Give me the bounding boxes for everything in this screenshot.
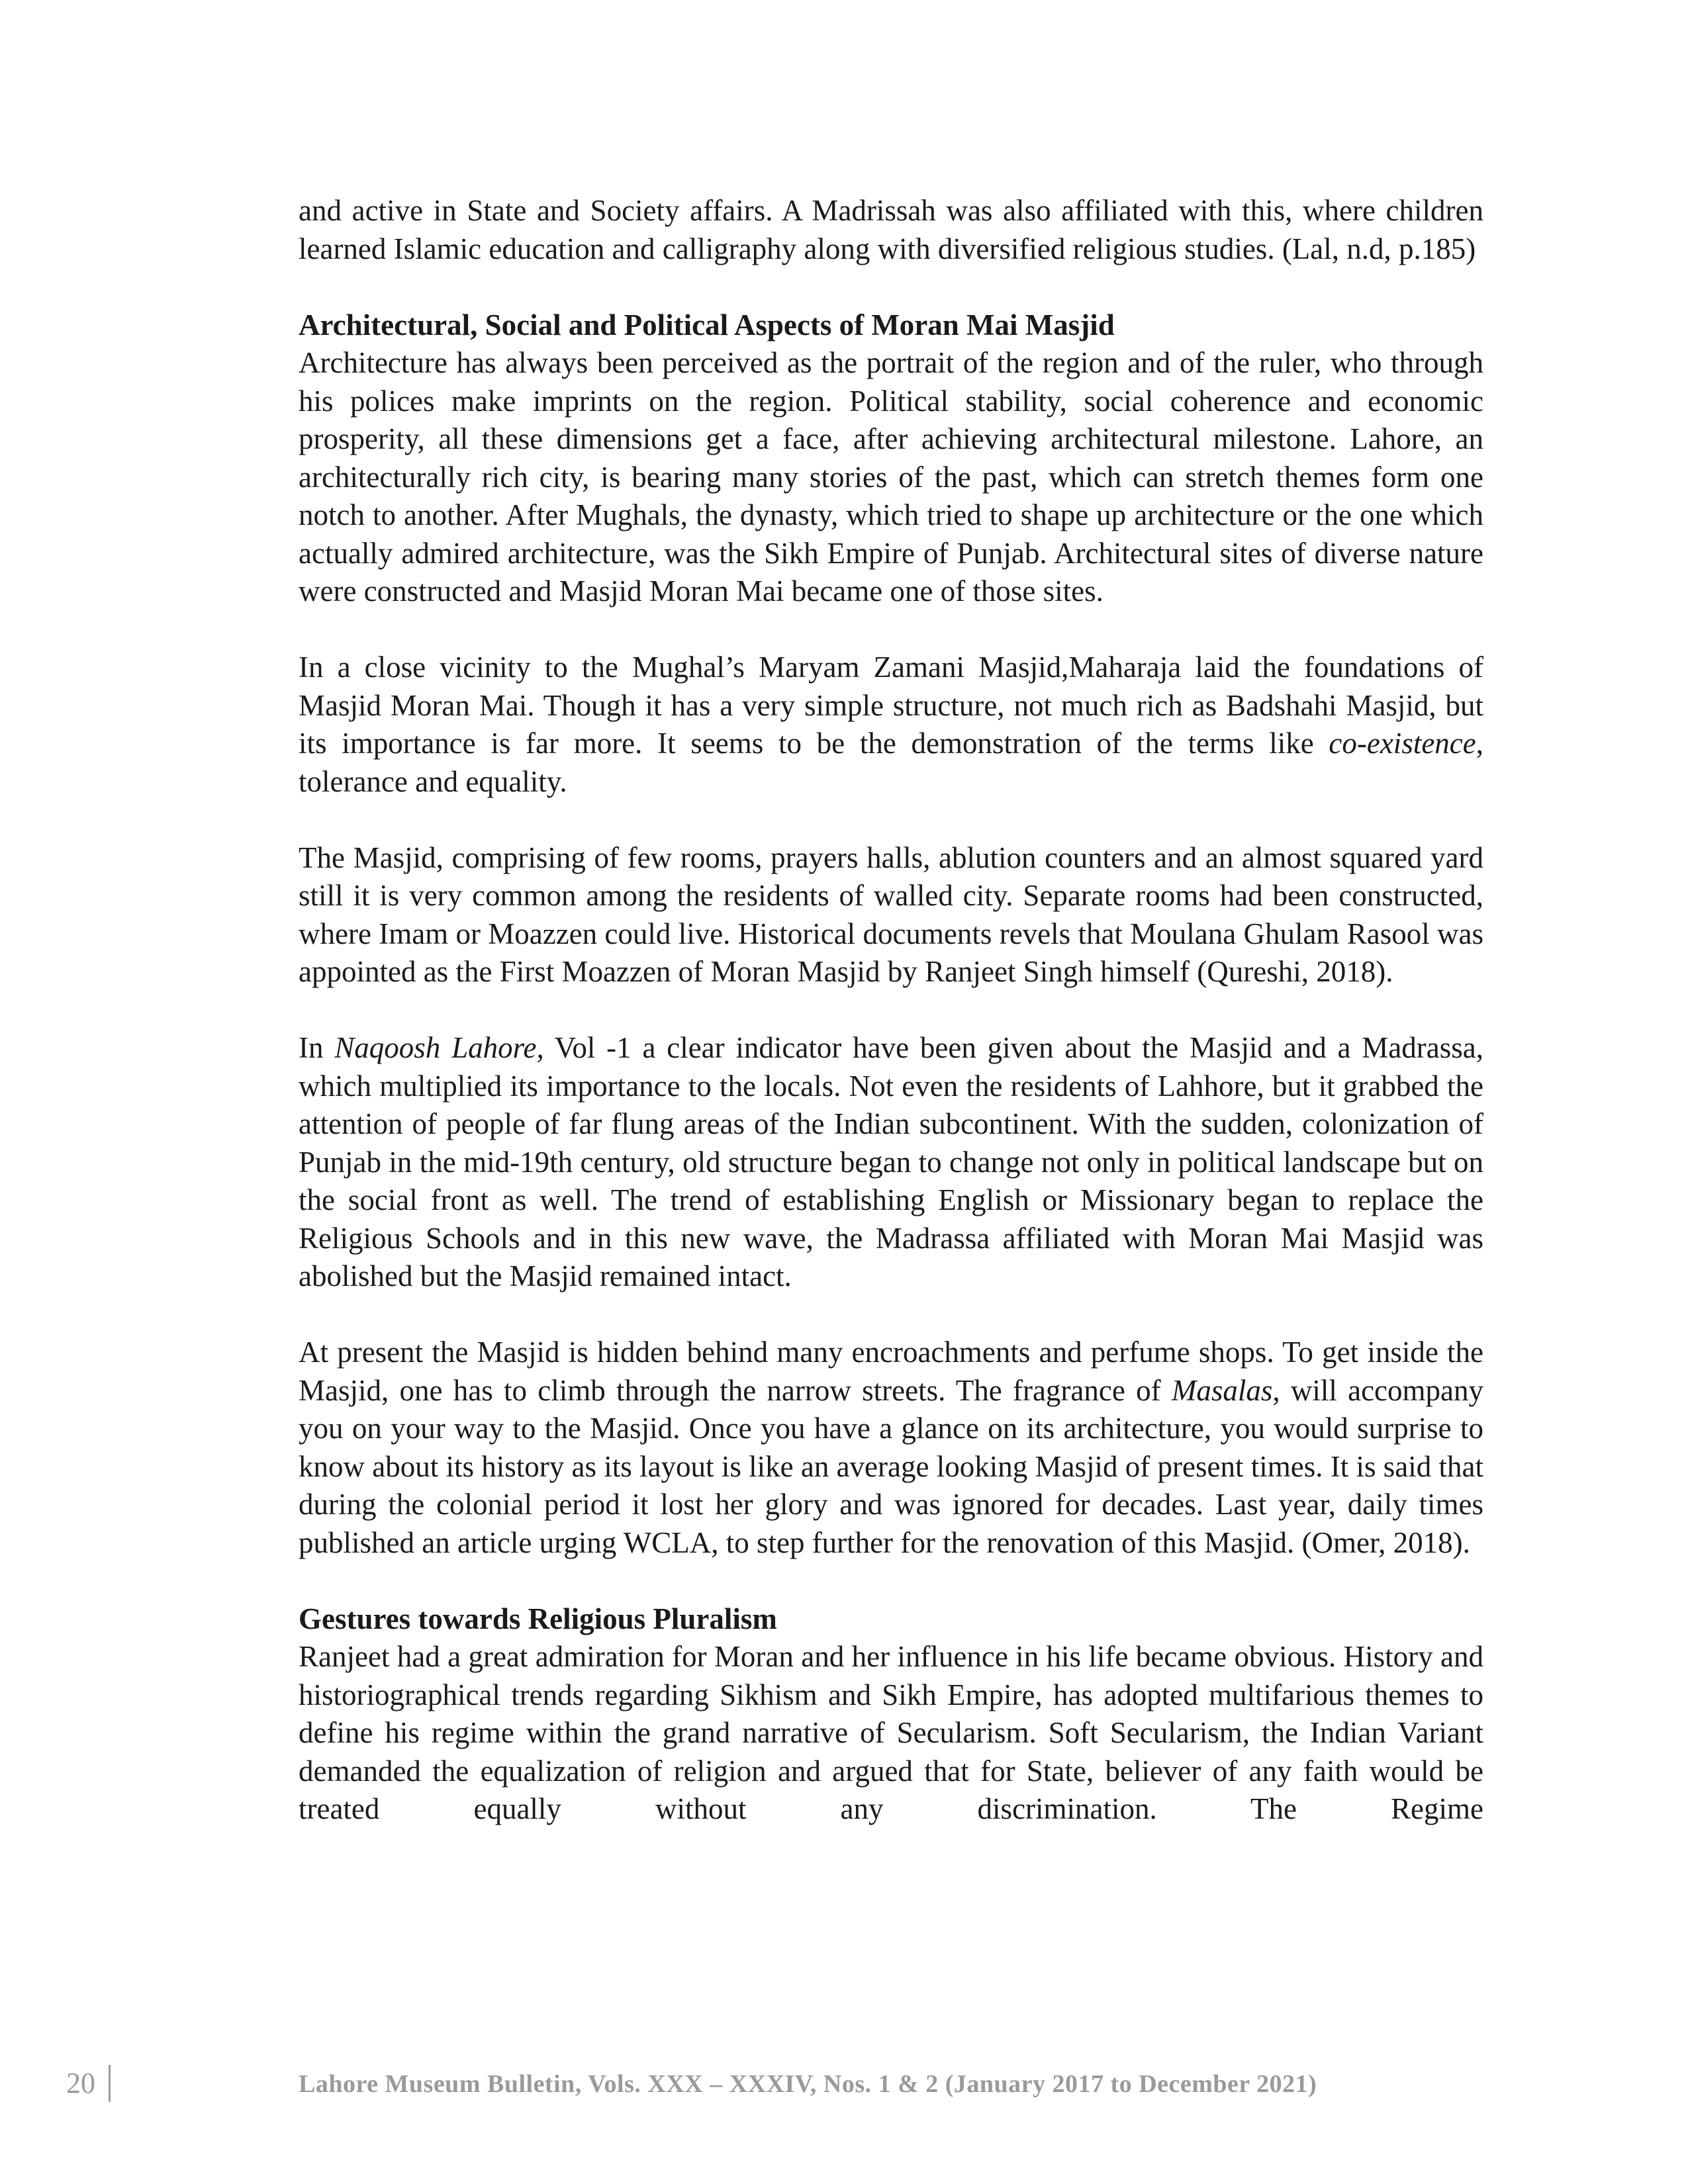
paragraph-secularism: Ranjeet had a great admiration for Moran and her influence in his life became obvious. History and historiographical trends regarding Sikhism and Sikh Empire, has adopted multifarious themes to define his regime within the grand narrative of Secularism. Soft Secularism, the Indian Variant demanded the equalization of religion and argued that for State, believer of any faith would be treated equally without any discrimination. The Regime: [299, 1640, 1483, 1825]
section-heading: Gestures towards Religious Pluralism: [299, 1602, 777, 1635]
paragraph-text: , tolerance and equality.: [299, 727, 1483, 798]
intro-paragraph: and active in State and Society affairs. A Madrissah was also affiliated with this, where children learned Islamic education and calligraphy along with diversified religious studies. (Lal, n.d, p.185): [299, 194, 1483, 265]
paragraph-text: In: [299, 1031, 335, 1064]
paragraph-naqoosh-lahore: [299, 1029, 1483, 1296]
footer-divider: [109, 2065, 111, 2102]
page-footer: [0, 2064, 1688, 2103]
paragraph-text: At present the Masjid is hidden behind many encroachments and perfume shops. To get inside the Masjid, one has to climb through the narrow streets. The fragrance of: [299, 1336, 1483, 1407]
section-architectural-aspects: [299, 306, 1483, 1563]
page-number: 20: [66, 2067, 95, 2099]
section-religious-pluralism: [299, 1600, 1483, 1829]
journal-citation: Lahore Museum Bulletin, Vols. XXX – XXXIV, Nos. 1 & 2 (January 2017 to December 2021): [299, 2070, 1317, 2098]
italic-term: Masalas: [1171, 1373, 1273, 1407]
paragraph-text: , will accompany you on your way to the Masjid. Once you have a glance on its architecture, you would surprise to know about its history as its layout is like an average looking Masjid of present times. It is said that during the colonial period it lost her glory and was ignored for decades. Last year, daily times published an article urging WCLA, to step further for the renovation of this Masjid. (Omer, 2018).: [299, 1373, 1483, 1559]
paragraph-vicinity: [299, 649, 1483, 801]
paragraph-text: Vol -1 a clear indicator have been given about the Masjid and a Madrassa, which multiplied its importance to the locals. Not even the residents of Lahhore, but it grabbed the attention of people of far flung areas of the Indian subcontinent. With the sudden, colonization of Punjab in the mid-19th century, old structure began to change not only in political landscape but on the social front as well. The trend of establishing English or Missionary began to replace the Religious Schools and in this new wave, the Madrassa affiliated with Moran Mai Masjid was abolished but the Masjid remained intact.: [299, 1031, 1483, 1293]
article-body: [299, 192, 1483, 1866]
paragraph-masjid-layout: The Masjid, comprising of few rooms, prayers halls, ablution counters and an almost squared yard still it is very common among the residents of walled city. Separate rooms had been constructed, where Imam or Moazzen could live. Historical documents revels that Moulana Ghulam Rasool was appointed as the First Moazzen of Moran Masjid by Ranjeet Singh himself (Qureshi, 2018).: [299, 841, 1483, 988]
section-heading: Architectural, Social and Political Aspects of Moran Mai Masjid: [299, 308, 1115, 341]
paragraph-architecture: Architecture has always been perceived as the portrait of the region and of the ruler, who through his polices make imprints on the region. Political stability, social coherence and economic prosperity, all these dimensions get a face, after achieving architectural milestone. Lahore, an architecturally rich city, is bearing many stories of the past, which can stretch themes form one notch to another. After Mughals, the dynasty, which tried to shape up architecture or the one which actually admired architecture, was the Sikh Empire of Punjab. Architectural sites of diverse nature were constructed and Masjid Moran Mai became one of those sites.: [299, 346, 1483, 608]
italic-term: co-existence: [1329, 727, 1476, 760]
paragraph-text: In a close vicinity to the Mughal’s Maryam Zamani Masjid,Maharaja laid the foundations of Masjid Moran Mai. Though it has a very simple structure, not much rich as Badshahi Masjid, but its importance is far more. It seems to be the demonstration of the terms like: [299, 651, 1483, 760]
italic-title: Naqoosh Lahore,: [334, 1031, 544, 1064]
paragraph-present-day: [299, 1334, 1483, 1562]
